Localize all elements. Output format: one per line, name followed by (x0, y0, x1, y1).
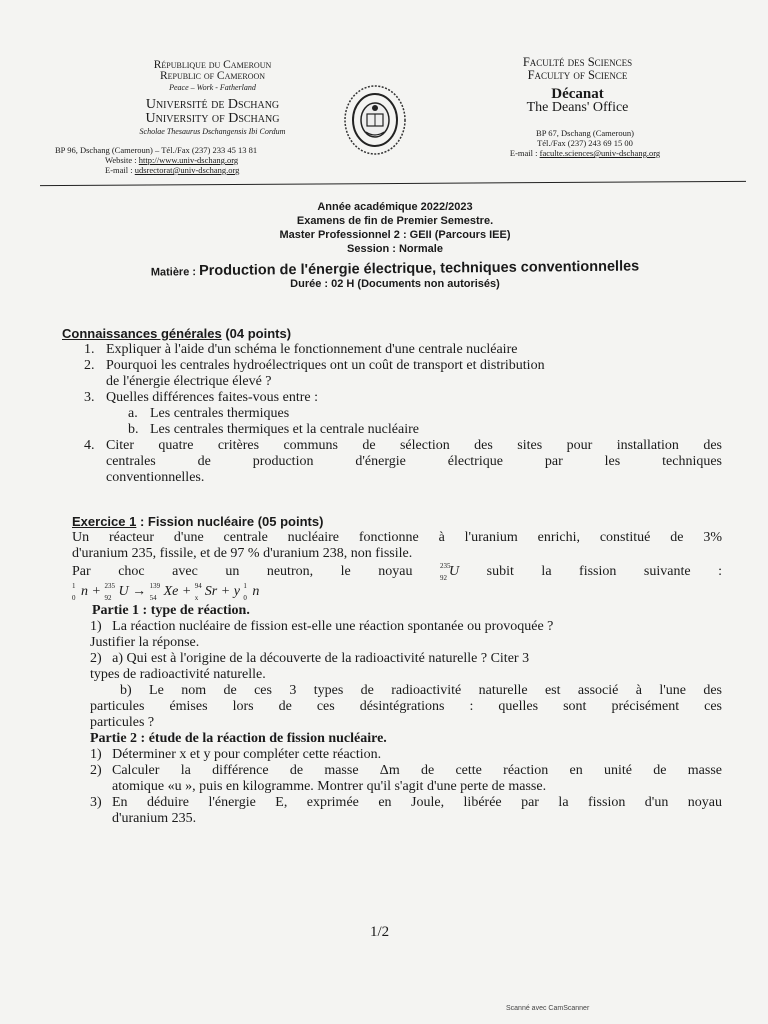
exercise-title (72, 514, 722, 530)
faculty-email-line (490, 148, 680, 158)
exercise-title-text: : Fission nucléaire (05 points) (136, 514, 324, 529)
part1-question-2: 2) a) Qui est à l'origine de la découverte de la radioactivité naturelle ? Citer 3 (90, 651, 530, 666)
header-right (495, 56, 660, 114)
republic-motto: Peace – Work - Fatherland (169, 83, 256, 92)
part1-question-1: 1) La réaction nucléaire de fission est-elle une réaction spontanée ou provoquée ? (90, 619, 554, 634)
question-2: 2. Pourquoi les centrales hydroélectriques ont un coût de transport et distribution de l'énergie électrique élevé ? (84, 358, 545, 389)
university-logo-icon (342, 84, 408, 156)
university-motto: Scholae Thesaurus Dschangensis Ibi Cordum (139, 127, 286, 136)
part2-question-3: 3) En déduire l'énergie E, exprimée en Joule, libérée par la fission d'un noyau d'uranium 235. (90, 795, 722, 826)
deans-office: The Deans' Office (526, 100, 629, 115)
part1-question-1-cont: Justifier la réponse. (90, 635, 200, 650)
header-left-contact (55, 145, 355, 175)
exercise-intro-cont: d'uranium 235, fissile, et de 97 % d'uranium 238, non fissile. (72, 546, 413, 561)
part1-question-2-cont: types de radioactivité naturelle. (90, 667, 266, 682)
part1-question-2b-cont2: particules ? (90, 715, 155, 730)
question-text: Quelles différences faites-vous entre : (106, 390, 318, 405)
question-3: 3. Quelles différences faites-vous entre : (84, 390, 318, 405)
part1-question-2b-cont: particules émises lors de ces désintégrations : quelles sont précisément ces (90, 699, 722, 714)
faculty-tel: Tél./Fax (237) 243 69 15 00 (537, 138, 633, 148)
question-text-cont: atomique «u », puis en kilogramme. Montrer qu'il s'agit d'une perte de masse. (112, 779, 547, 794)
question-text-cont: d'uranium 235. (112, 811, 197, 826)
question-text: Calculer la différence de masse Δm de cette réaction en unité de masse (112, 763, 722, 778)
exercise-intro: Un réacteur d'une centrale nucléaire fonctionne à l'uranium enrichi, constitué de 3% (72, 530, 722, 545)
question-text: Les centrales thermiques et la centrale nucléaire (150, 422, 419, 437)
reaction-intro-end: subit la fission suivante : (486, 564, 722, 579)
email-line (55, 165, 355, 175)
website-label: Website : (105, 155, 139, 165)
section-title (62, 326, 722, 342)
question-text-cont2: conventionnelles. (106, 470, 205, 485)
scanner-footer: Scanné avec CamScanner (506, 1005, 590, 1012)
question-text: Pourquoi les centrales hydroélectriques ont un coût de transport et distribution (106, 358, 545, 373)
decanat: Décanat (551, 86, 604, 102)
part2-question-2: 2) Calculer la différence de masse Δm de cette réaction en unité de masse atomique «u », puis en kilogramme. Montrer qu'il s'agit d'une perte de masse. (90, 763, 722, 794)
master-program: Master Professionnel 2 : GEII (Parcours IEE) (279, 229, 511, 241)
question-text: Expliquer à l'aide d'un schéma le fonctionnement d'une centrale nucléaire (106, 342, 518, 357)
question-3a: a. Les centrales thermiques (128, 406, 290, 421)
academic-year: Année académique 2022/2023 (317, 201, 473, 213)
part-1-title: Partie 1 : type de réaction. (92, 603, 250, 618)
exercise-label: Exercice 1 (72, 514, 137, 529)
contact-line: BP 96, Dschang (Cameroun) – Tél./Fax (237) 233 45 13 81 (55, 145, 258, 155)
section-points: (04 points) (221, 326, 292, 341)
part2-question-1: 1) Déterminer x et y pour compléter cette réaction. (90, 747, 382, 762)
header-divider (40, 181, 746, 186)
fission-equation: 1 0 n + 235 92 U → 139 54 Xe + 94 x Sr + y 1 0 n (72, 582, 260, 602)
website-line (55, 155, 355, 165)
session: Session : Normale (347, 243, 443, 255)
faculty-fr: Faculté des Sciences (522, 55, 633, 69)
question-text: Déterminer x et y pour compléter cette réaction. (112, 747, 382, 762)
question-text: Citer quatre critères communs de sélection des sites pour installation des (106, 438, 722, 453)
subject-title: Production de l'énergie électrique, techniques conventionnelles (198, 258, 640, 280)
exercise-reaction-intro (72, 564, 722, 580)
question-3b: b. Les centrales thermiques et la centrale nucléaire (128, 422, 419, 437)
exam-type: Examens de fin de Premier Semestre. (296, 215, 494, 227)
exercise-1 (72, 514, 722, 827)
page-number: 1/2 (370, 924, 390, 940)
republic-fr: République du Cameroun (153, 59, 272, 71)
question-text: La réaction nucléaire de fission est-elle une réaction spontanée ou provoquée ? (112, 619, 554, 634)
faculty-email-link[interactable]: faculte.sciences@univ-dschang.org (539, 148, 661, 158)
header-left (90, 60, 335, 137)
university-en: University of Dschang (145, 111, 280, 126)
exam-info (115, 200, 675, 291)
section-general-knowledge (62, 326, 722, 486)
faculty-en: Faculty of Science (527, 68, 628, 82)
faculty-bp: BP 67, Dschang (Cameroun) (536, 128, 634, 138)
reaction-intro-text: Par choc avec un neutron, le noyau (72, 564, 413, 579)
question-text: a) Qui est à l'origine de la découverte de la radioactivité naturelle ? Citer 3 (112, 651, 530, 666)
email-link[interactable]: udsrectorat@univ-dschang.org (134, 165, 240, 175)
duration: Durée : 02 H (Documents non autorisés) (290, 278, 500, 290)
faculty-email-label: E-mail : (509, 148, 540, 158)
section-title-text: Connaissances générales (62, 326, 222, 341)
question-text: Les centrales thermiques (150, 406, 290, 421)
subject-label: Matière : (150, 266, 200, 279)
part1-question-2b: b) Le nom de ces 3 types de radioactivité naturelle est associé à l'une des (120, 683, 722, 698)
website-link[interactable]: http://www.univ-dschang.org (138, 155, 239, 165)
header-right-contact (490, 128, 680, 158)
question-4: 4. Citer quatre critères communs de sélection des sites pour installation des centrales de production d'énergie électrique par les techniques conventionnelles. (84, 438, 722, 485)
question-text-cont: centrales de production d'énergie électrique par les techniques (106, 454, 722, 469)
question-text-cont: de l'énergie électrique élevé ? (106, 374, 272, 389)
uranium-nucleus: 235 92 U (440, 562, 460, 582)
part-2-title: Partie 2 : étude de la réaction de fission nucléaire. (90, 731, 387, 746)
question-1: 1. Expliquer à l'aide d'un schéma le fonctionnement d'une centrale nucléaire (84, 342, 518, 357)
republic-en: Republic of Cameroon (159, 70, 266, 82)
university-fr: Université de Dschang (145, 97, 280, 112)
question-text: En déduire l'énergie E, exprimée en Joule, libérée par la fission d'un noyau (112, 795, 722, 810)
email-label: E-mail : (105, 165, 135, 175)
